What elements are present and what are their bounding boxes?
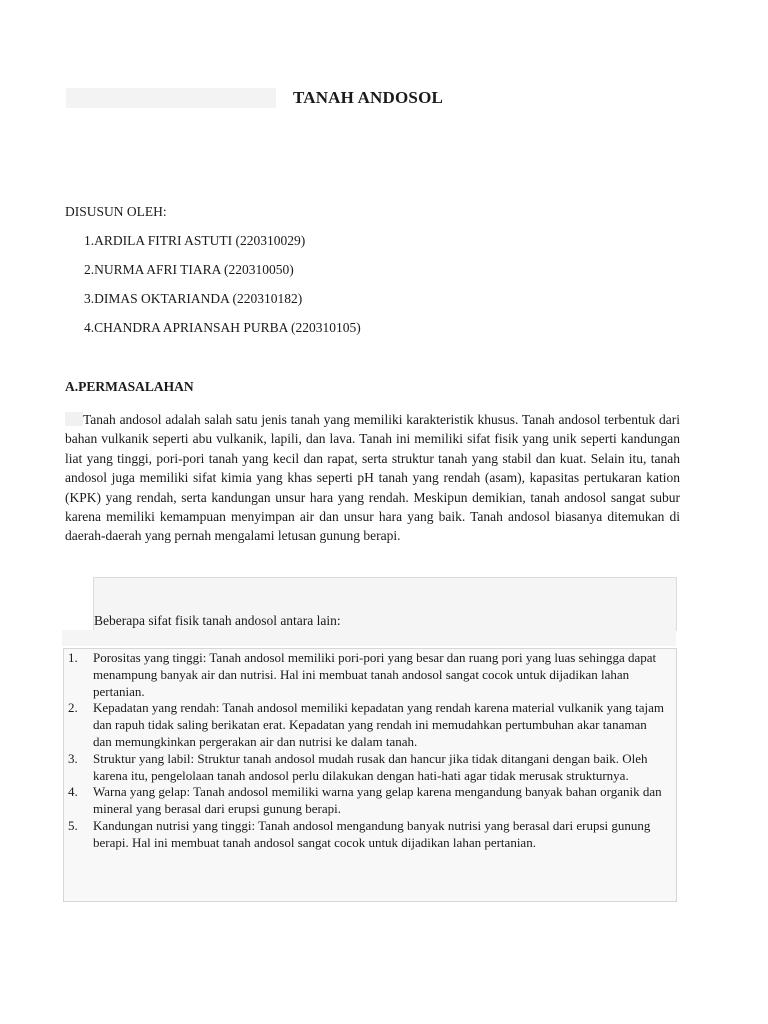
list-number: 2. xyxy=(68,700,78,716)
list-item xyxy=(68,784,668,818)
list-item xyxy=(68,650,668,700)
authors-list xyxy=(84,232,361,348)
section-heading: A.PERMASALAHAN xyxy=(65,379,194,394)
list-text: Kepadatan yang rendah: Tanah andosol memiliki kepadatan yang rendah karena material vulkanik yang tajam dan rapuh tidak saling berikatan erat. Kepadatan yang rendah ini memudahkan pertumbuhan akar tanaman dan memungkinkan pergerakan air dan nutrisi ke dalam tanah. xyxy=(93,700,664,749)
list-number: 5. xyxy=(68,817,78,833)
list-number: 4. xyxy=(68,784,78,800)
authors-label: DISUSUN OLEH: xyxy=(65,204,167,219)
list-item xyxy=(68,818,668,852)
author-item: 1.ARDILA FITRI ASTUTI (220310029) xyxy=(84,233,306,248)
document-title: TANAH ANDOSOL xyxy=(292,88,444,107)
shaded-band xyxy=(62,630,676,646)
list-number: 1. xyxy=(68,650,78,665)
intro-paragraph-text: Tanah andosol adalah salah satu jenis tanah yang memiliki karakteristik khusus. Tanah andosol terbentuk dari bahan vulkanik seperti abu vulkanik, lapili, dan lava. Tanah ini memiliki sifat fisik yang unik seperti kandungan liat yang tinggi, pori-pori tanah yang kecil dan rapat, serta struktur tanah yang stabil dan kuat. Selain itu, tanah andosol juga memiliki sifat kimia yang khas seperti pH tanah yang rendah (asam), kapasitas pertukaran kation (KPK) yang rendah, serta kandungan unsur hara yang rendah. Meskipun demikian, tanah andosol sangat subur karena memiliki kemampuan menyimpan air dan unsur hara yang baik. Tanah andosol biasanya ditemukan di daerah-daerah yang pernah mengalami letusan gunung berapi. xyxy=(65,412,680,544)
list-number: 3. xyxy=(68,750,78,766)
author-item: 3.DIMAS OKTARIANDA (220310182) xyxy=(84,291,303,306)
list-text: Porositas yang tinggi: Tanah andosol memiliki pori-pori yang besar dan ruang pori yang luas sehingga dapat menampung banyak air dan nutrisi. Hal ini membuat tanah andosol sangat cocok untuk dijadikan lahan pertanian. xyxy=(93,650,657,699)
indent-marker xyxy=(65,412,83,426)
list-text: Kandungan nutrisi yang tinggi: Tanah andosol mengandung banyak nutrisi yang berasal dari erupsi gunung berapi. Hal ini membuat tanah andosol sangat cocok untuk dijadikan lahan pertanian. xyxy=(93,817,651,850)
author-item: 4.CHANDRA APRIANSAH PURBA (220310105) xyxy=(84,320,361,335)
list-intro: Beberapa sifat fisik tanah andosol antara lain: xyxy=(94,613,341,628)
list-text: Struktur yang labil: Struktur tanah andosol mudah rusak dan hancur jika tidak ditangani dengan baik. Oleh karena itu, pengelolaan tanah andosol perlu dilakukan dengan hati-hati agar tidak merusak strukturnya. xyxy=(93,750,648,783)
list-item xyxy=(68,751,668,785)
list-text: Warna yang gelap: Tanah andosol memiliki warna yang gelap karena mengandung banyak bahan organik dan mineral yang berasal dari erupsi gunung berapi. xyxy=(93,784,662,817)
author-item: 2.NURMA AFRI TIARA (220310050) xyxy=(84,262,294,277)
properties-list xyxy=(68,650,668,852)
intro-paragraph xyxy=(65,410,680,546)
list-item xyxy=(68,700,668,750)
